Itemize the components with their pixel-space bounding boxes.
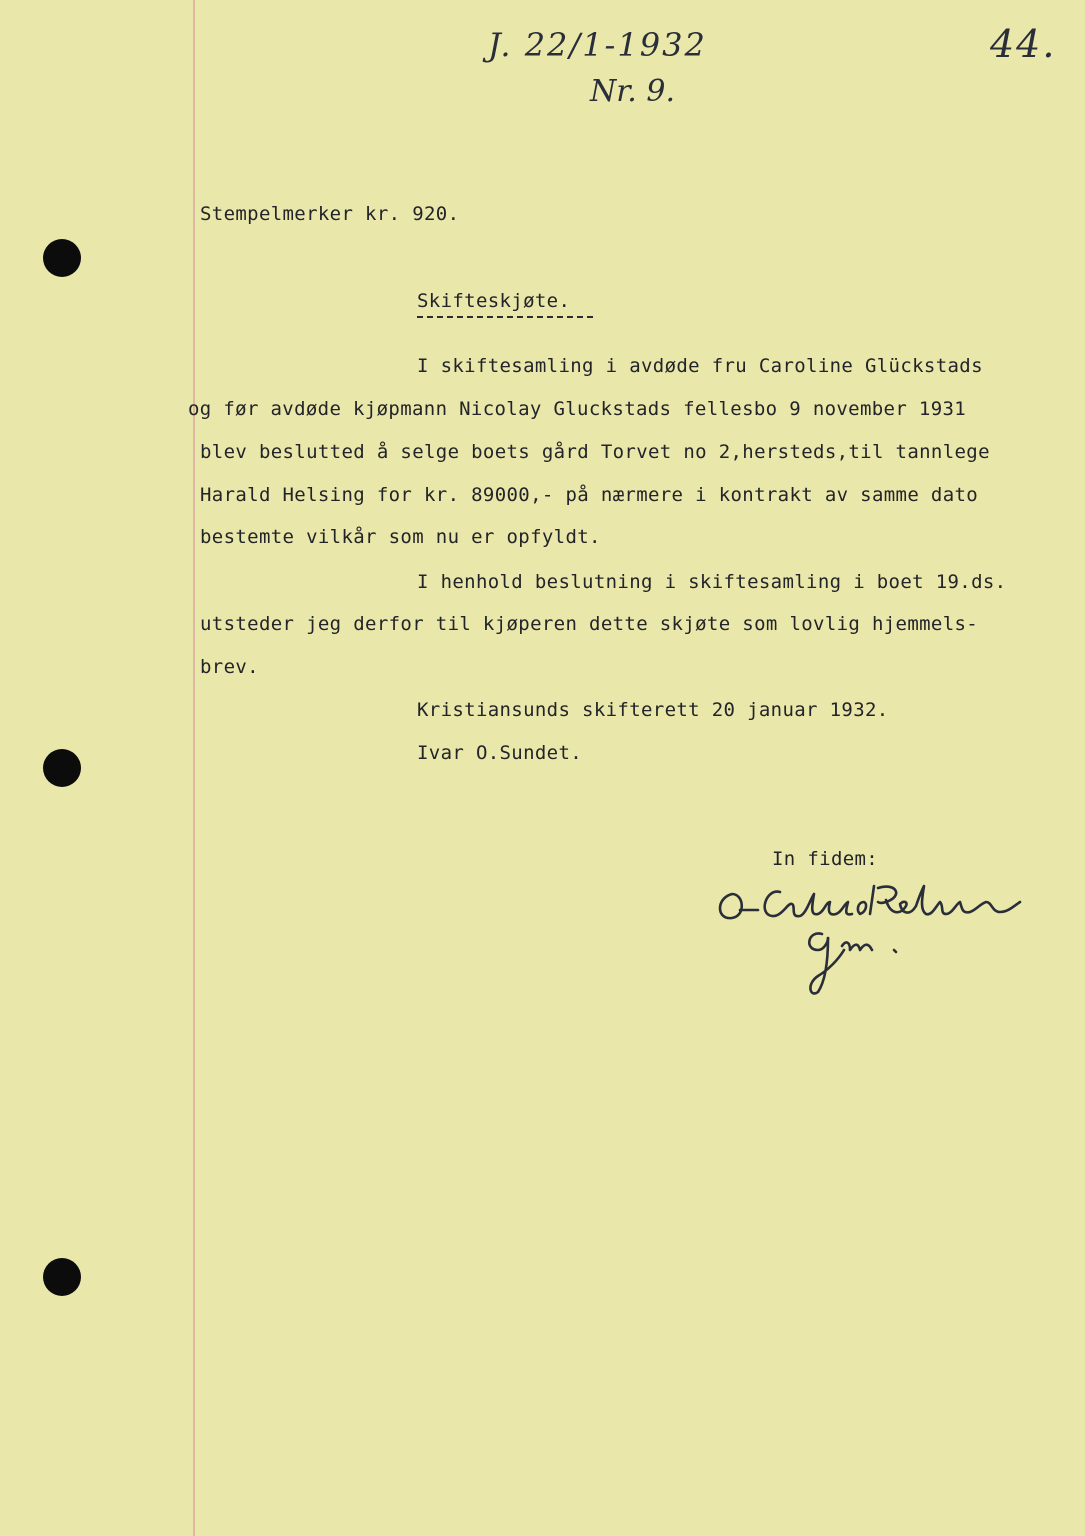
body-line: utsteder jeg derfor til kjøperen dette skjøte som lovlig hjemmels-	[200, 613, 979, 635]
place-date-line: Kristiansunds skifterett 20 januar 1932.	[417, 699, 889, 721]
body-line: I skiftesamling i avdøde fru Caroline Glückstads	[417, 355, 983, 377]
body-line: og før avdøde kjøpmann Nicolay Gluckstads fellesbo 9 november 1931	[188, 398, 967, 420]
document-title: Skifteskjøte.	[417, 290, 571, 312]
body-line: bestemte vilkår som nu er opfyldt.	[200, 526, 601, 548]
handwritten-signature	[710, 880, 1040, 1000]
handwritten-date-note: J. 22/1-1932	[488, 26, 707, 64]
body-line: brev.	[200, 656, 259, 678]
in-fidem-label: In fidem:	[772, 848, 879, 870]
punch-hole-top	[43, 239, 81, 277]
punch-hole-bottom	[43, 1258, 81, 1296]
title-underline	[417, 316, 593, 318]
page-number: 44.	[990, 22, 1057, 66]
margin-line	[193, 0, 195, 1536]
body-line: I henhold beslutning i skiftesamling i boet 19.ds.	[417, 571, 1007, 593]
punch-hole-middle	[43, 749, 81, 787]
body-line: Harald Helsing for kr. 89000,- på nærmere i kontrakt av samme dato	[200, 484, 979, 506]
handwritten-number-note: Nr. 9.	[590, 74, 675, 109]
body-line: blev beslutted å selge boets gård Torvet no 2,hersteds,til tannlege	[200, 441, 990, 463]
stamp-duty-line: Stempelmerker kr. 920.	[200, 203, 460, 225]
signer-name: Ivar O.Sundet.	[417, 742, 583, 764]
